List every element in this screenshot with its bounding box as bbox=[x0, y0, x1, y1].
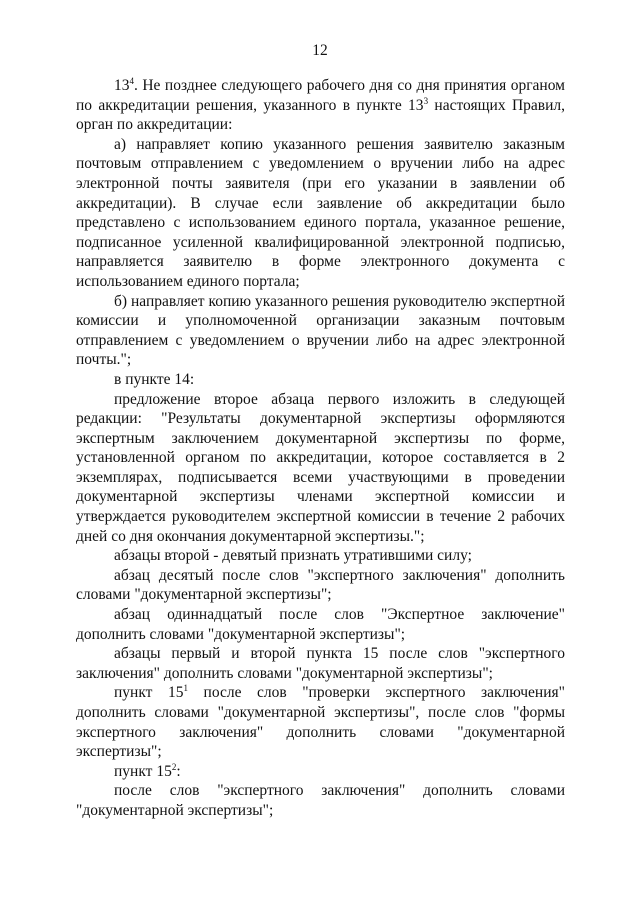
paragraph-text: в пункте 14: bbox=[114, 370, 195, 388]
paragraph-text: абзац десятый после слов "экспертного заключения" дополнить словами "документарной экспертизы"; bbox=[76, 566, 565, 604]
superscript: 4 bbox=[129, 76, 134, 86]
paragraph bbox=[76, 135, 565, 292]
document-body bbox=[76, 76, 565, 821]
paragraph-text: 13 bbox=[114, 77, 130, 94]
paragraph bbox=[76, 546, 565, 566]
paragraph bbox=[76, 292, 565, 370]
paragraph-text: настоящих Правил, орган по аккредитации: bbox=[76, 96, 565, 134]
paragraph-text: б) направляет копию указанного решения руководителю экспертной комиссии и уполномоченной организации заказным почтовым отправлением с уведомлением о вручении либо на адрес электронной почты."; bbox=[76, 292, 565, 369]
paragraph-text: абзацы первый и второй пункта 15 после слов "экспертного заключения" дополнить словами "документарной экспертизы"; bbox=[76, 645, 565, 682]
paragraph-text: . Не позднее следующего рабочего дня со дня принятия органом по аккредитации решения, указанного в пункте 13 bbox=[76, 77, 565, 114]
paragraph bbox=[76, 683, 565, 761]
page-number: 12 bbox=[312, 42, 328, 59]
paragraph bbox=[76, 644, 565, 683]
paragraph-text: абзацы второй - девятый признать утратившими силу; bbox=[114, 547, 472, 565]
superscript: 1 bbox=[183, 683, 188, 694]
paragraph-text: абзац одиннадцатый после слов "Экспертное заключение" дополнить словами "документарной экспертизы"; bbox=[76, 606, 565, 643]
paragraph-text: пункт 15 bbox=[114, 762, 172, 780]
superscript: 3 bbox=[423, 95, 429, 106]
paragraph bbox=[76, 762, 565, 782]
superscript: 2 bbox=[171, 761, 177, 772]
paragraph bbox=[76, 605, 565, 644]
paragraph-text: предложение второе абзаца первого изложить в следующей редакции: "Результаты документарной экспертизы оформляются экспертным заключением документарной экспертизы по форме, установленной органом по аккредитации, которое составляется в 2 экземплярах, подписывается всеми участвующими в проведении документарной экспертизы членами экспертной комиссии и утверждается руководителем экспертной комиссии в течение 2 рабочих дней со дня окончания документарной экспертизы."; bbox=[76, 390, 565, 545]
paragraph bbox=[76, 566, 565, 605]
paragraph-text: после слов "экспертного заключения" дополнить словами "документарной экспертизы"; bbox=[76, 782, 565, 819]
paragraph bbox=[76, 781, 565, 820]
paragraph-text: после слов "проверки экспертного заключения" дополнить словами "документарной экспертизы", после слов "формы экспертного заключения" дополнить словами "документарной экспертизы"; bbox=[76, 684, 565, 761]
paragraph bbox=[76, 76, 565, 135]
paragraph-text: а) направляет копию указанного решения заявителю заказным почтовым отправлением с уведомлением о вручении либо на адрес электронной почты заявителя (при его указании в заявлении об аккредитации). В случае если заявление об аккредитации было представлено с использованием единого портала, указанное решение, подписанное усиленной квалифицированной электронной подписью, направляется заявителю в форме электронного документа с использованием единого портала; bbox=[76, 135, 565, 290]
paragraph bbox=[76, 390, 565, 547]
paragraph-text: : bbox=[176, 762, 181, 780]
paragraph-text: пункт 15 bbox=[114, 684, 184, 702]
paragraph bbox=[76, 370, 565, 390]
